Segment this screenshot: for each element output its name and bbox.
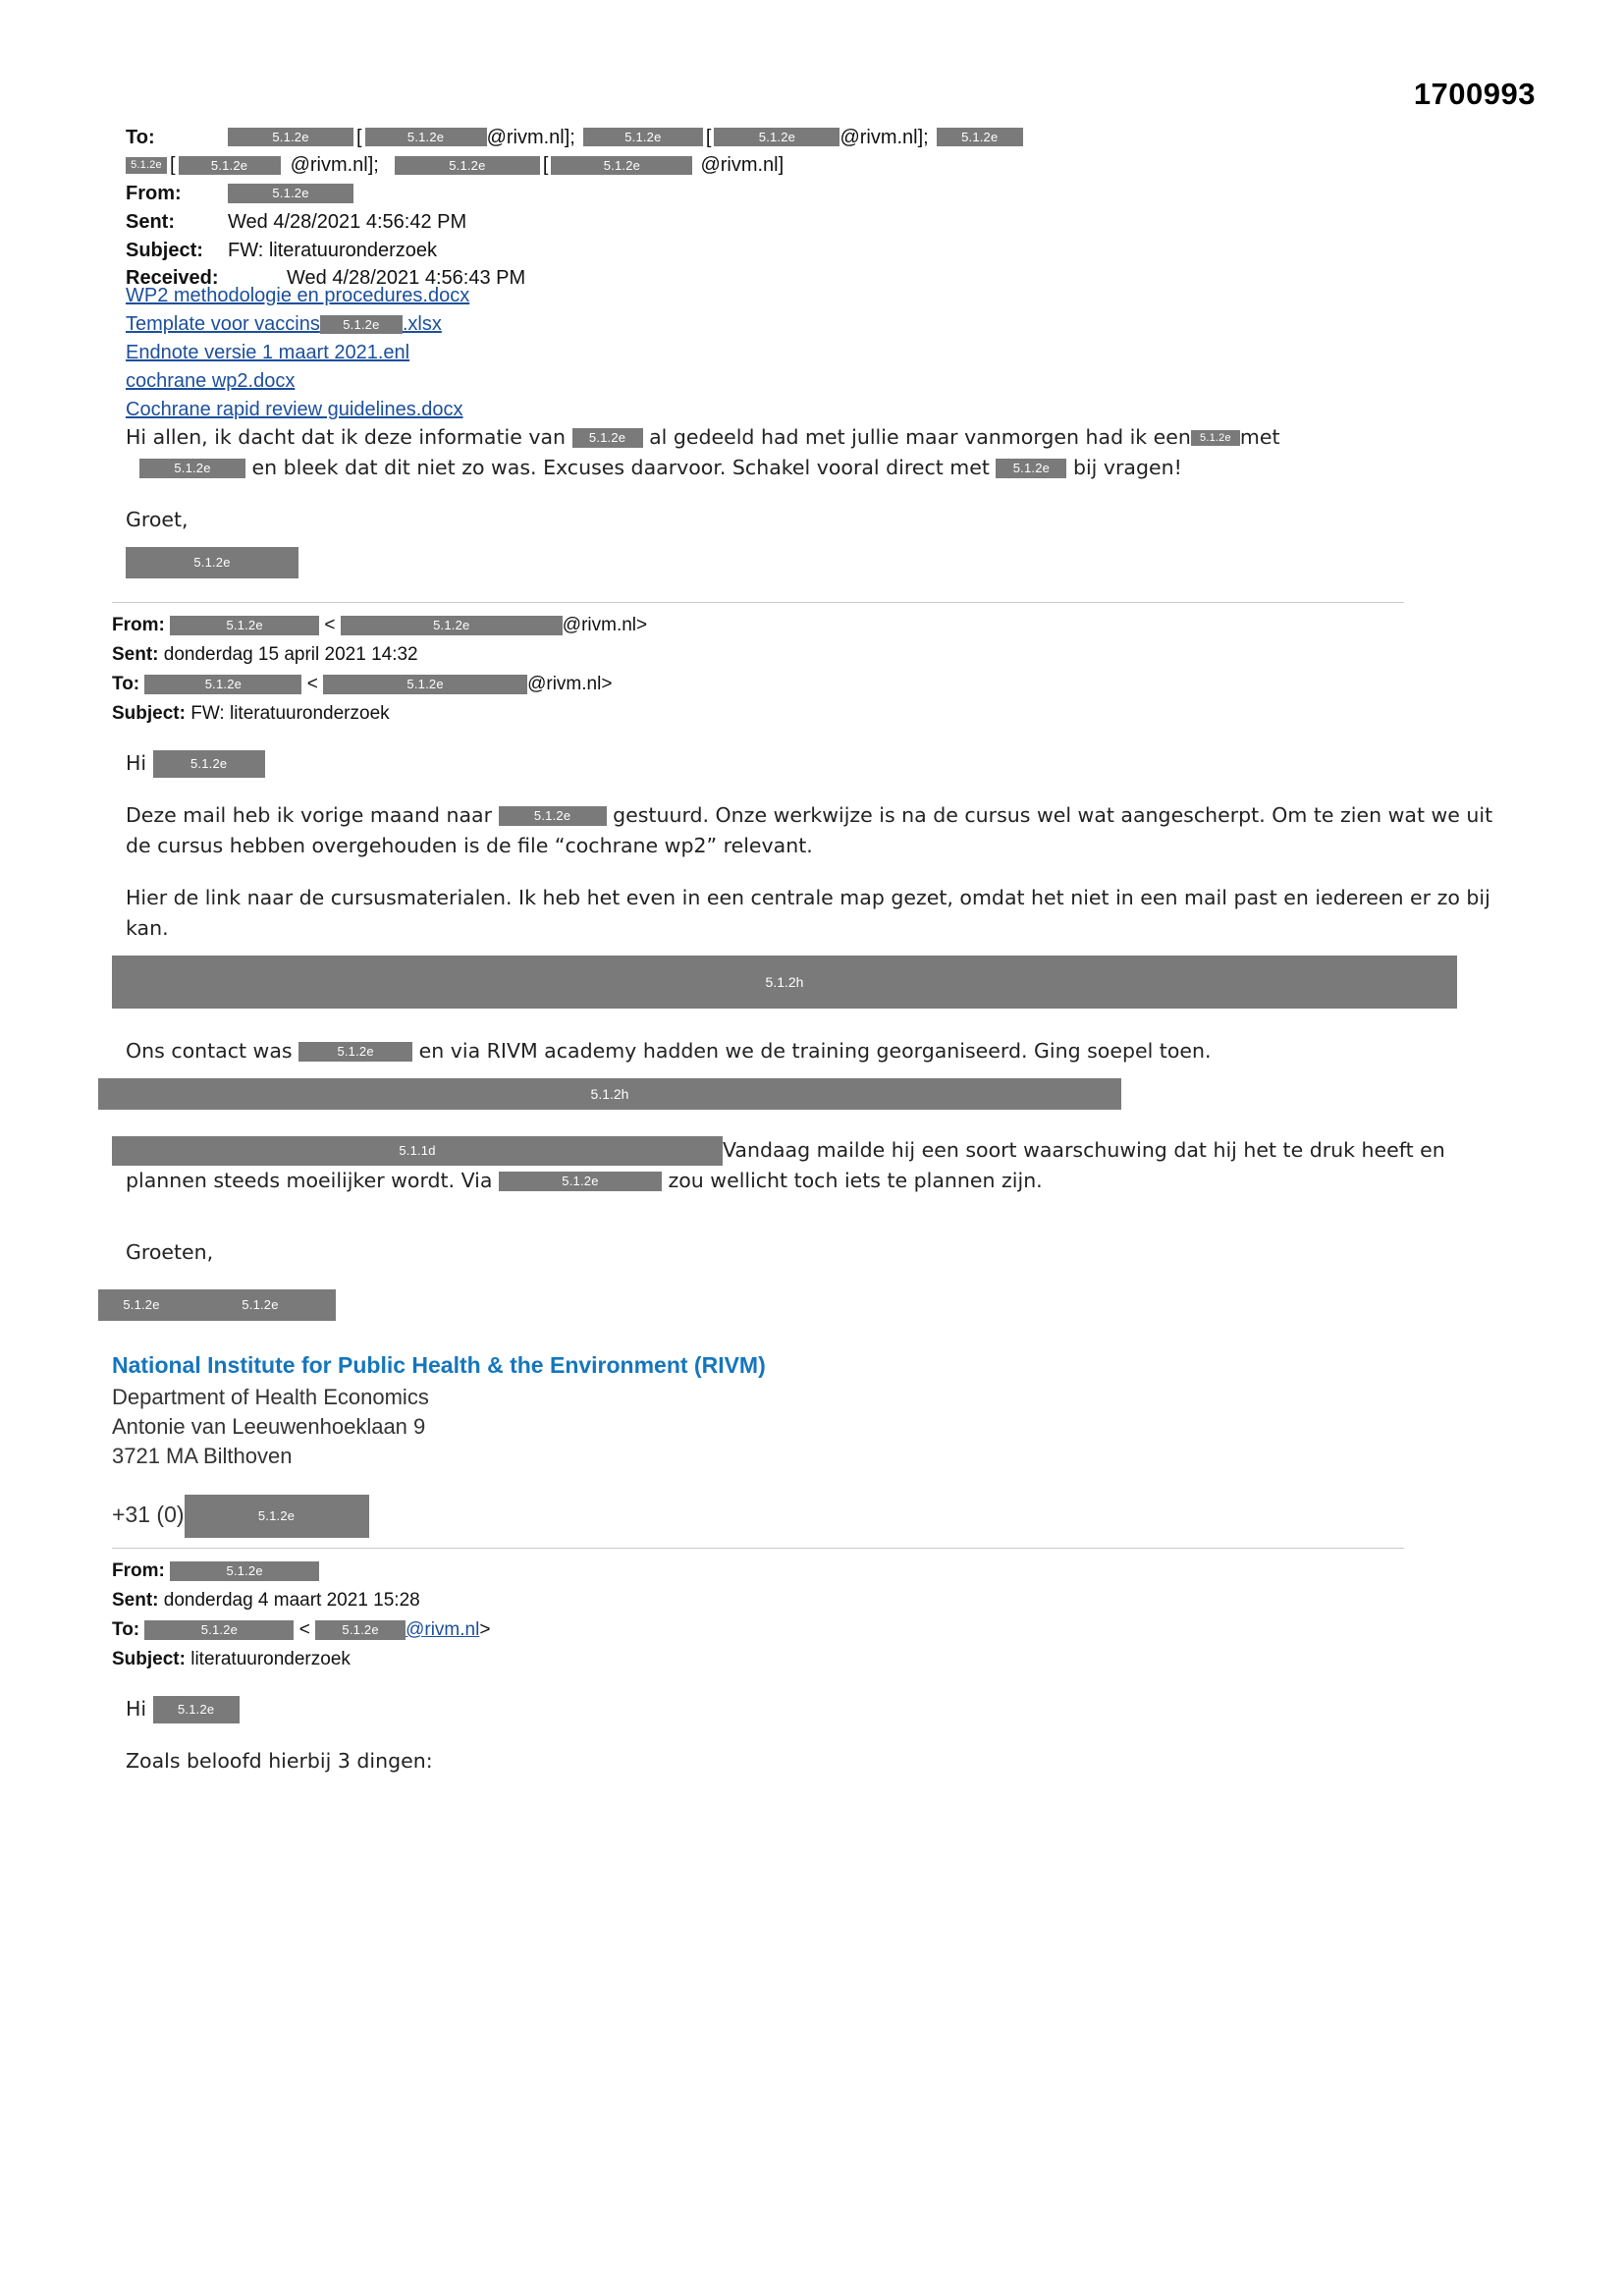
- quote2-row-subject: [112, 1645, 1500, 1674]
- redaction-q1-p4: 5.1.1d: [112, 1136, 723, 1166]
- attachment-link-4[interactable]: cochrane wp2.docx: [126, 370, 296, 392]
- quote1-subject-value: FW: literatuuronderzoek: [190, 703, 390, 724]
- intro-text-2: al gedeeld had met jullie maar vanmorgen had ik een: [649, 425, 1191, 449]
- to-domain-1: @rivm.nl];: [486, 126, 575, 148]
- attachment-link-1[interactable]: WP2 methodologie en procedures.docx: [126, 285, 470, 306]
- redaction-to-8: 5.1.2e: [395, 156, 540, 176]
- to-label: To:: [126, 126, 155, 148]
- from-label: From:: [126, 183, 182, 205]
- quote1-p4a: Vandaag mailde hij een soort waarschuwing dat hij het te druk heeft en plannen steeds moeilijker wordt. Via: [126, 1138, 1445, 1192]
- to-sep-4: [: [542, 154, 549, 177]
- quote1-hi-text: Hi: [126, 751, 147, 775]
- quote1-signature-redactions: [98, 1289, 1500, 1321]
- quote1-paragraph-1: [126, 800, 1500, 861]
- header-row-from: [126, 180, 1500, 206]
- quote1-lt-1: <: [324, 615, 336, 635]
- intro-text-1: Hi allen, ik dacht dat ik deze informatie van: [126, 425, 567, 449]
- attachment-link-5[interactable]: Cochrane rapid review guidelines.docx: [126, 399, 463, 420]
- redaction-b2: 5.1.2e: [1191, 430, 1240, 447]
- redaction-contact-bar: 5.1.2h: [98, 1078, 1121, 1110]
- header-row-to: [126, 124, 1500, 150]
- signature-city: 3721 MA Bilthoven: [112, 1444, 293, 1468]
- to-sep-3: [: [170, 154, 176, 177]
- intro-text-3: met: [1239, 425, 1280, 449]
- quote1-hi: [126, 748, 1500, 779]
- quote2-row-sent: [112, 1586, 1500, 1615]
- quote2-to-label: To:: [112, 1619, 140, 1640]
- signature-redaction-row: [126, 547, 1500, 578]
- quote1-sent-value: donderdag 15 april 2021 14:32: [163, 644, 418, 665]
- sent-label: Sent:: [126, 210, 175, 233]
- intro-paragraph: [126, 422, 1500, 483]
- to-domain-4: @rivm.nl]: [700, 154, 785, 177]
- redaction-sig-a: 5.1.2e: [98, 1289, 185, 1321]
- redaction-q1-hi: 5.1.2e: [153, 750, 265, 778]
- quote1-row-subject: [112, 699, 1500, 729]
- quote1-p1b: gestuurd. Onze werkwijze is na de cursus wel wat aangescherpt. Om te zien wat we uit de cursus hebben overgehouden is de file “cochrane wp2” relevant.: [126, 803, 1493, 857]
- quote1-paragraph-4: [126, 1135, 1500, 1196]
- redaction-to-5: 5.1.2e: [937, 128, 1023, 147]
- redaction-q1-p4b: 5.1.2e: [499, 1172, 662, 1191]
- header-row-sent: [126, 208, 1500, 235]
- quote2-gt: >: [479, 1619, 491, 1640]
- quote1-row-sent: [112, 640, 1500, 670]
- quote1-p3a: Ons contact was: [126, 1039, 293, 1063]
- quote2-hi-text: Hi: [126, 1697, 147, 1721]
- quote1-sent-label: Sent:: [112, 644, 159, 665]
- redaction-q1-toaddr: 5.1.2e: [323, 675, 527, 694]
- header-row-to-cont: [126, 152, 1500, 179]
- quote1-p4b: zou wellicht toch iets te plannen zijn.: [668, 1169, 1043, 1192]
- quote2-row-from: [112, 1557, 1500, 1586]
- quote2-sent-label: Sent:: [112, 1590, 159, 1611]
- quote2-sent-value: donderdag 4 maart 2021 15:28: [163, 1590, 420, 1611]
- quote1-p1a: Deze mail heb ik vorige maand naar: [126, 803, 493, 827]
- redaction-phone: 5.1.2e: [185, 1495, 369, 1538]
- to-domain-2: @rivm.nl];: [839, 126, 929, 148]
- redaction-q1-to: 5.1.2e: [144, 675, 301, 694]
- attachment-link-2[interactable]: [126, 310, 469, 339]
- sent-value: Wed 4/28/2021 4:56:42 PM: [228, 210, 467, 233]
- quote1-row-from: [112, 611, 1500, 640]
- quote2-subject-label: Subject:: [112, 1649, 186, 1669]
- subject-label: Subject:: [126, 239, 203, 261]
- subject-value: FW: literatuuronderzoek: [228, 239, 438, 261]
- redaction-to-1: 5.1.2e: [228, 128, 353, 147]
- redaction-q2-to: 5.1.2e: [144, 1620, 294, 1640]
- quote2-row-to: [112, 1615, 1500, 1645]
- received-label: Received:: [126, 267, 219, 290]
- redaction-to-4: 5.1.2e: [714, 128, 839, 147]
- divider-2: [112, 1548, 1404, 1549]
- intro-text-5: bij vragen!: [1072, 456, 1182, 479]
- email-header: [126, 124, 1500, 293]
- quote1-row-to: [112, 670, 1500, 699]
- redaction-to-7: 5.1.2e: [179, 156, 281, 176]
- quote2-header: [112, 1557, 1500, 1674]
- quote1-domain-1: @rivm.nl>: [562, 615, 648, 635]
- redaction-q1-p3: 5.1.2e: [298, 1042, 412, 1062]
- redaction-q2-hi: 5.1.2e: [153, 1696, 240, 1723]
- signature-organization: National Institute for Public Health & the Environment (RIVM): [112, 1352, 766, 1378]
- quote2-domain[interactable]: @rivm.nl: [406, 1619, 480, 1640]
- attachment-link-3[interactable]: Endnote versie 1 maart 2021.enl: [126, 342, 410, 363]
- redaction-q1-from: 5.1.2e: [170, 616, 319, 635]
- quote2-subject-value: literatuuronderzoek: [190, 1649, 351, 1669]
- email-body: [112, 422, 1500, 1788]
- redaction-q2-toaddr: 5.1.2e: [315, 1620, 406, 1640]
- quote1-groeten: Groeten,: [126, 1240, 214, 1264]
- redaction-link-bar: 5.1.2h: [112, 956, 1457, 1009]
- quote1-from-label: From:: [112, 615, 165, 635]
- quote1-paragraph-2: Hier de link naar de cursusmaterialen. Ik heb het even in een centrale map gezet, omdat het niet in een mail past en iedereen er zo bij kan.: [126, 886, 1490, 940]
- quote2-lt: <: [298, 1619, 310, 1640]
- quote1-lt-2: <: [306, 674, 318, 694]
- greeting-groet: Groet,: [126, 508, 189, 531]
- attachment-list: [126, 282, 469, 424]
- quote2-paragraph-1: Zoals beloofd hierbij 3 dingen:: [126, 1749, 433, 1773]
- redaction-q2-from: 5.1.2e: [170, 1561, 319, 1581]
- quote1-domain-2: @rivm.nl>: [527, 674, 613, 694]
- to-domain-3: @rivm.nl];: [290, 154, 379, 177]
- signature-street: Antonie van Leeuwenhoeklaan 9: [112, 1414, 426, 1439]
- redaction-from: 5.1.2e: [228, 184, 353, 203]
- to-sep-1: [: [356, 126, 362, 148]
- redaction-signature-1: 5.1.2e: [126, 547, 298, 578]
- redaction-to-6: 5.1.2e: [126, 157, 167, 174]
- redaction-q1-fromaddr: 5.1.2e: [341, 616, 563, 635]
- quote1-subject-label: Subject:: [112, 703, 186, 724]
- received-value: Wed 4/28/2021 4:56:43 PM: [287, 267, 526, 290]
- signature-phone: [112, 1495, 1500, 1538]
- to-sep-2: [: [705, 126, 712, 148]
- quote1-to-label: To:: [112, 674, 140, 694]
- intro-text-4: en bleek dat dit niet zo was. Excuses daarvoor. Schakel vooral direct met: [251, 456, 990, 479]
- quote1-header: [112, 611, 1500, 729]
- document-number: 1700993: [1413, 77, 1536, 111]
- divider-1: [112, 602, 1404, 603]
- attachment-2-suffix: .xlsx: [402, 313, 442, 335]
- attachment-2-prefix: Template voor vaccins: [126, 313, 320, 335]
- signature-phone-prefix: +31 (0): [112, 1502, 185, 1528]
- quote2-hi: [126, 1694, 1500, 1724]
- quote1-p3b: en via RIVM academy hadden we de training georganiseerd. Ging soepel toen.: [418, 1039, 1212, 1063]
- redaction-q1-p1: 5.1.2e: [499, 806, 607, 826]
- redaction-to-3: 5.1.2e: [583, 128, 703, 147]
- signature-department: Department of Health Economics: [112, 1385, 429, 1409]
- redaction-to-9: 5.1.2e: [551, 156, 692, 176]
- redaction-sig-b: 5.1.2e: [185, 1289, 336, 1321]
- redaction-b1: 5.1.2e: [572, 428, 643, 448]
- quote1-paragraph-3: [126, 1036, 1500, 1066]
- redaction-to-2: 5.1.2e: [365, 128, 487, 147]
- redaction-attachment: 5.1.2e: [320, 315, 403, 335]
- redaction-b4: 5.1.2e: [996, 459, 1066, 478]
- quote2-from-label: From:: [112, 1560, 165, 1581]
- header-row-subject: [126, 237, 1500, 263]
- redaction-b3: 5.1.2e: [139, 459, 245, 478]
